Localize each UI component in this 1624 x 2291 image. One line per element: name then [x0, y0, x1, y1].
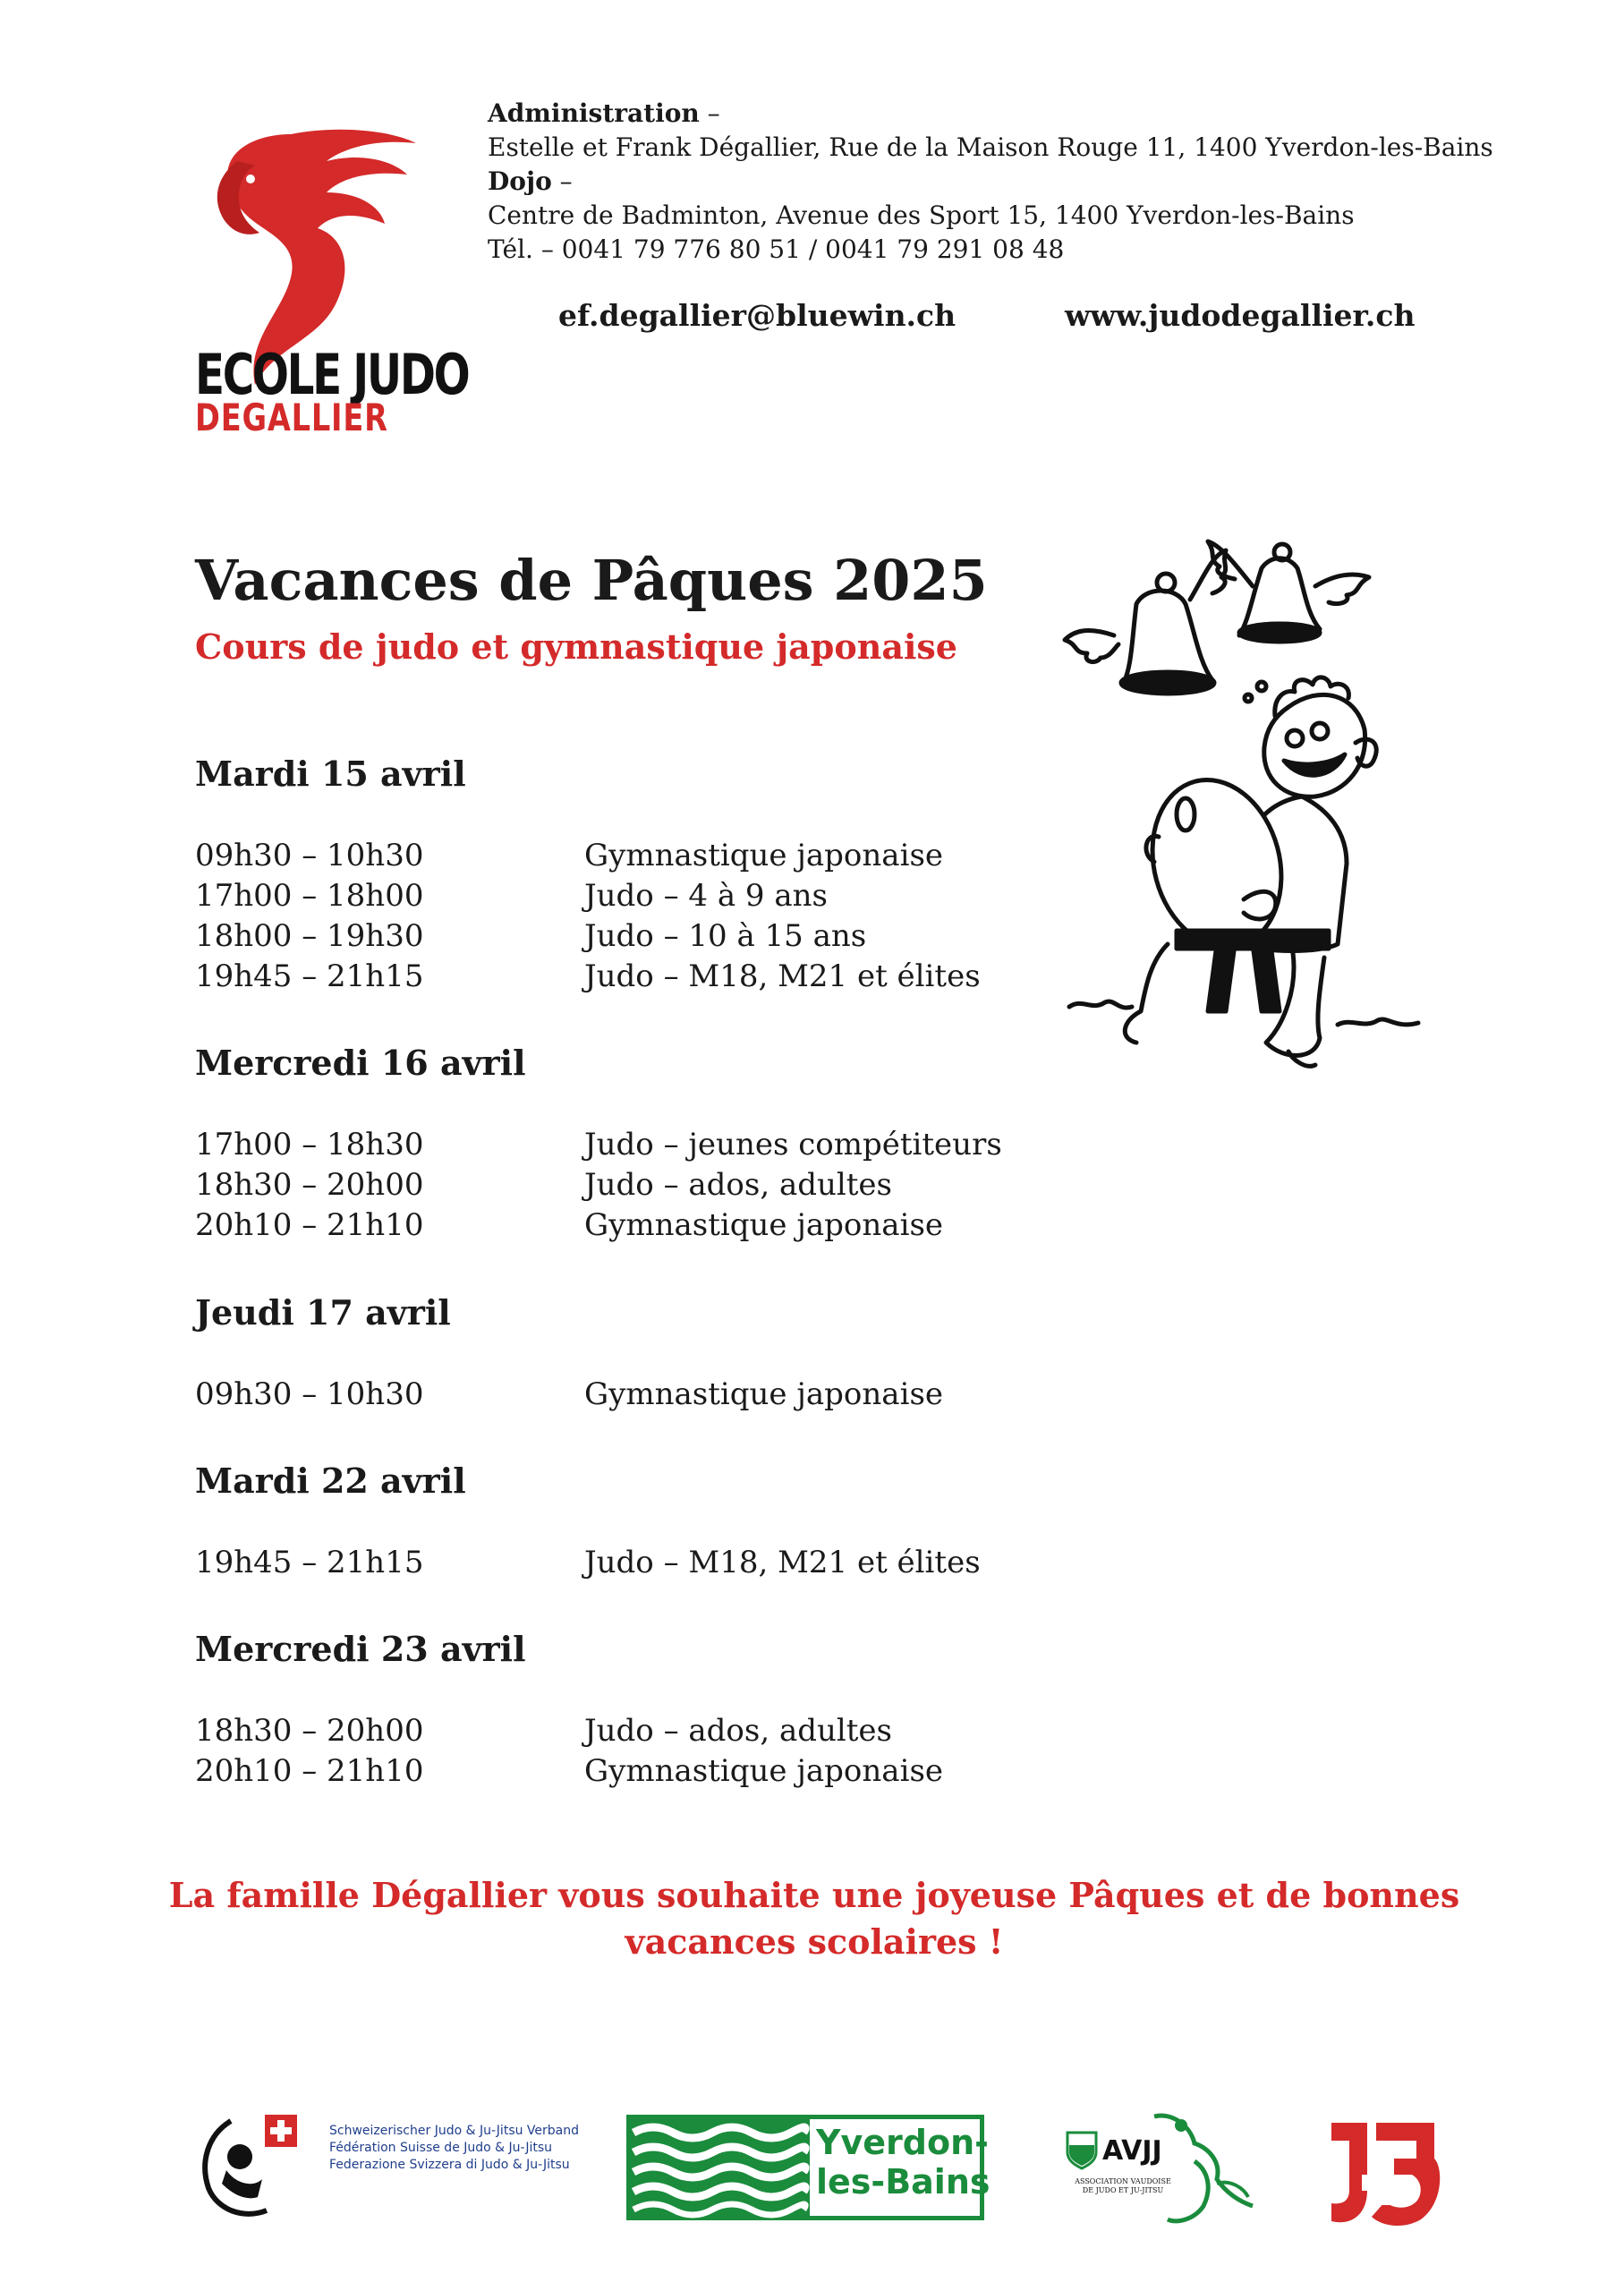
- session-activity: Gymnastique japonaise: [584, 1376, 944, 1412]
- yverdon-text: [816, 2123, 991, 2202]
- session-time: 19h45 – 21h15: [195, 1545, 424, 1580]
- session-time: 19h45 – 21h15: [195, 958, 424, 994]
- session-activity: Gymnastique japonaise: [584, 1207, 944, 1243]
- address-block: [488, 97, 1493, 267]
- day-heading: Jeudi 17 avril: [195, 1292, 451, 1333]
- page-title: Vacances de Pâques 2025: [195, 548, 988, 613]
- sjv-line3: Federazione Svizzera di Judo & Ju-Jitsu: [329, 2158, 570, 2172]
- website-link[interactable]: www.judodegallier.ch: [1065, 298, 1416, 333]
- yverdon-line1: Yverdon-: [816, 2123, 989, 2162]
- session-activity: Judo – ados, adultes: [584, 1713, 892, 1749]
- session-activity: Judo – M18, M21 et élites: [584, 958, 981, 994]
- admin-address: Estelle et Frank Dégallier, Rue de la Maison Rouge 11, 1400 Yverdon-les-Bains: [488, 132, 1493, 162]
- yverdon-line2: les-Bains: [816, 2162, 991, 2202]
- easter-judo-cartoon-icon: [1060, 524, 1445, 1074]
- dojo-suffix: –: [551, 166, 573, 196]
- logo-subtitle: DEGALLIER: [195, 396, 388, 439]
- phone-line: Tél. – 0041 79 776 80 51 / 0041 79 291 08 48: [488, 234, 1065, 264]
- session-time: 18h30 – 20h00: [195, 1167, 424, 1203]
- closing-message: [143, 1872, 1485, 1965]
- session-time: 20h10 – 21h10: [195, 1753, 424, 1789]
- avjj-logo-icon: [1060, 2108, 1271, 2233]
- admin-suffix: –: [699, 98, 720, 128]
- day-heading: Mercredi 23 avril: [195, 1629, 526, 1669]
- session-activity: Judo – M18, M21 et élites: [584, 1545, 981, 1580]
- day-heading: Mardi 22 avril: [195, 1461, 466, 1501]
- email-link[interactable]: ef.degallier@bluewin.ch: [558, 298, 957, 333]
- session-time: 09h30 – 10h30: [195, 1376, 424, 1412]
- admin-label: Administration: [488, 98, 700, 128]
- dojo-label: Dojo: [488, 166, 552, 196]
- logo-title: ECOLE JUDO: [195, 342, 469, 407]
- session-time: 09h30 – 10h30: [195, 838, 424, 873]
- session-time: 17h00 – 18h00: [195, 878, 424, 914]
- session-activity: Judo – ados, adultes: [584, 1167, 892, 1203]
- sjv-line1: Schweizerischer Judo & Ju-Jitsu Verband: [329, 2124, 580, 2138]
- avjj-subtitle: ASSOCIATION VAUDOISE DE JUDO ET JU-JITSU: [1075, 2177, 1171, 2194]
- sjv-text: [329, 2123, 579, 2174]
- session-activity: Judo – jeunes compétiteurs: [584, 1127, 1002, 1163]
- jeunesse-sport-logo-icon: [1322, 2114, 1443, 2230]
- closing-message-line1: La famille Dégallier vous souhaite une joyeuse Pâques et de bonnes: [168, 1875, 1460, 1915]
- sjv-judoka-logo-icon: [195, 2108, 311, 2224]
- session-activity: Judo – 10 à 15 ans: [584, 918, 867, 954]
- closing-message-line2: vacances scolaires !: [625, 1921, 1004, 1962]
- dojo-address: Centre de Badminton, Avenue des Sport 15, 1400 Yverdon-les-Bains: [488, 200, 1355, 230]
- day-heading: Mardi 15 avril: [195, 754, 466, 794]
- session-activity: Gymnastique japonaise: [584, 1753, 944, 1789]
- session-activity: Judo – 4 à 9 ans: [584, 878, 828, 914]
- session-time: 17h00 – 18h30: [195, 1127, 424, 1163]
- session-time: 20h10 – 21h10: [195, 1207, 424, 1243]
- page-subtitle: Cours de judo et gymnastique japonaise: [195, 626, 957, 667]
- session-time: 18h30 – 20h00: [195, 1713, 424, 1749]
- session-time: 18h00 – 19h30: [195, 918, 424, 954]
- avjj-label: AVJJ: [1102, 2135, 1162, 2167]
- sjv-line2: Fédération Suisse de Judo & Ju-Jitsu: [329, 2141, 553, 2155]
- session-activity: Gymnastique japonaise: [584, 838, 944, 873]
- day-heading: Mercredi 16 avril: [195, 1043, 526, 1083]
